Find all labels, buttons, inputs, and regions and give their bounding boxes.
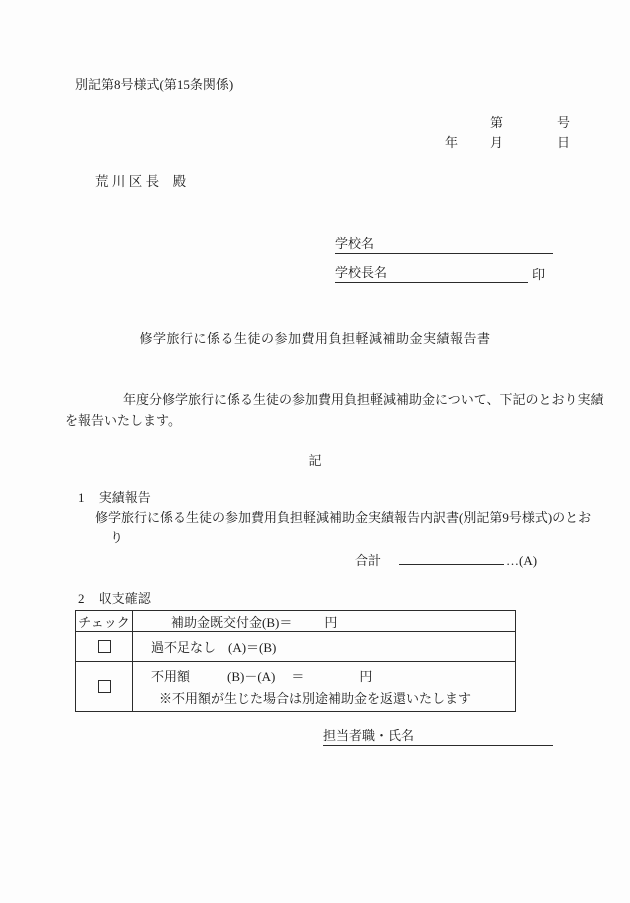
unused-note: ※不用額が生じた場合は別途補助金を返還いたします	[159, 691, 472, 706]
granted-amount-label: 補助金既交付金(B)＝	[171, 614, 293, 630]
total-ref: …(A)	[506, 553, 538, 568]
total-amount-blank	[399, 550, 504, 565]
section1-number: 1	[78, 490, 85, 505]
checkbox-balanced-icon	[98, 640, 111, 653]
doc-number-suffix: 号	[557, 115, 571, 130]
table-row-unused	[76, 661, 515, 711]
total-row	[355, 550, 537, 570]
unused-label: 不用額	[151, 669, 191, 684]
seal-label: 印	[532, 267, 546, 282]
section2-number: 2	[78, 591, 85, 606]
form-code: 別記第8号様式(第15条関係)	[75, 77, 234, 92]
granted-amount-unit: 円	[324, 614, 338, 630]
school-name-label: 学校名	[335, 236, 375, 251]
section1-heading-row	[78, 489, 151, 507]
signature-label: 担当者職・氏名	[323, 728, 415, 743]
balanced-label: 過不足なし	[151, 640, 217, 655]
signature-field	[323, 727, 553, 746]
document-title: 修学旅行に係る生徒の参加費用負担軽減補助金実績報告書	[139, 331, 491, 346]
date-month-label: 月	[490, 135, 504, 150]
addressee: 荒 川 区 長 殿	[95, 174, 187, 189]
body-line2: を報告いたします。	[65, 413, 181, 428]
section1-detail-line2: り	[110, 530, 124, 545]
check-column-header: チェック	[76, 611, 133, 631]
body-line1: 年度分修学旅行に係る生徒の参加費用負担軽減補助金について、下記のとおり実績	[123, 392, 604, 407]
balanced-formula: (A)＝(B)	[228, 640, 277, 655]
table-header-row	[76, 611, 515, 631]
record-mark: 記	[308, 453, 322, 468]
date-day-label: 日	[557, 135, 571, 150]
unused-unit: 円	[359, 669, 373, 684]
section2-heading-row	[78, 590, 151, 608]
checkbox-unused-icon	[98, 680, 111, 693]
section1-detail-line1: 修学旅行に係る生徒の参加費用負担軽減補助金実績報告内訳書(別記第9号様式)のとお	[95, 510, 592, 525]
school-name-field	[335, 235, 553, 254]
balance-table	[75, 610, 516, 712]
unused-formula: (B)－(A)	[227, 669, 276, 684]
doc-number-prefix: 第	[490, 115, 504, 130]
total-label: 合計	[355, 553, 382, 568]
table-row-balanced	[76, 631, 515, 661]
unused-equal-sign: ＝	[291, 669, 305, 684]
principal-name-label: 学校長名	[335, 265, 388, 280]
section2-heading: 収支確認	[98, 591, 151, 606]
principal-name-field	[335, 264, 528, 283]
date-year-label: 年	[445, 135, 459, 150]
section1-heading: 実績報告	[98, 490, 151, 505]
